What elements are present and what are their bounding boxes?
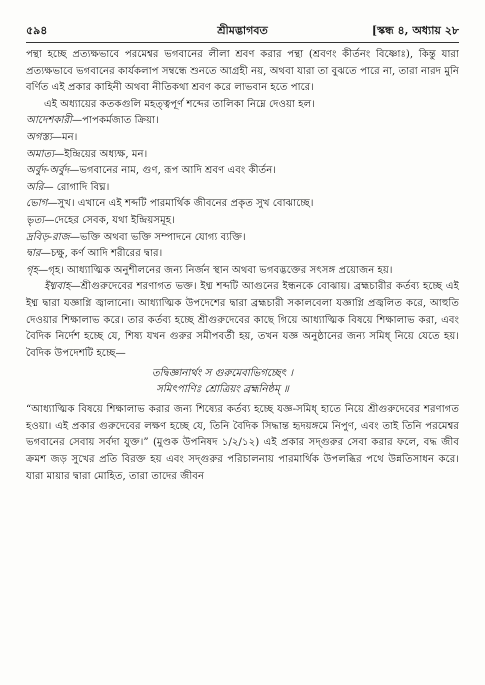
glossary-term: ইধ্মবাহ [44, 281, 71, 293]
book-title: শ্রীমদ্ভাগবত [217, 24, 268, 37]
glossary-entry [26, 130, 459, 147]
glossary-entry [26, 263, 459, 280]
glossary-term: দ্রবিড়-রাজ [26, 231, 70, 243]
page-header [26, 22, 459, 40]
glossary-term: দ্বার [26, 248, 41, 260]
paragraph [26, 279, 459, 362]
glossary-definition: —দেহের সেবক, যথা ইন্দ্রিয়সমূহ। [44, 214, 175, 226]
paragraph-text: —শ্রীগুরুদেবের শরণাগত ভক্ত। ইধ্ম শব্দটি আগুনের ইন্ধনকে বোঝায়। ব্রহ্মচারীর কর্তব্য হচ্ছে এই ইধ্ম দ্বারা যজ্ঞাগ্নি জ্বালানো। আধ্যাত্মিক উপদেশের দ্বারা ব্রহ্মচারী সকালবেলা যজ্ঞাগ্নি প্রজ্বলিত করে, আহুতি দেওয়ার শিক্ষালাভ করে। তার কর্তব্য হচ্ছে শ্রীগুরুদেবের কাছে গিয়ে আধ্যাত্মিক বিষয়ে শিক্ষালাভ করা, এবং বৈদিক নির্দেশ হচ্ছে যে, শিষ্য যখন গুরুর সমীপবর্তী হয়, তখন যজ্ঞ অনুষ্ঠানের জন্য সমিধ্ নিয়ে যেতে হয়। বৈদিক উপদেশটি হচ্ছে— [26, 281, 459, 359]
sanskrit-verse [26, 366, 459, 398]
page-body [26, 47, 459, 485]
glossary-definition: —ইন্দ্রিয়ের অধ্যক্ষ, মন। [54, 148, 148, 160]
verse-line: সমিৎপাণিঃ শ্রোত্রিয়ং ব্রহ্মনিষ্ঠম্ ॥ [156, 384, 289, 396]
glossary-definition: — রোগাদি বিঘ্ন। [43, 181, 110, 193]
glossary-entry [26, 246, 459, 263]
paragraph: পন্থা হচ্ছে প্রত্যক্ষভাবে পরমেশ্বর ভগবানের লীলা শ্রবণ করার পন্থা (শ্রবণং কীর্তনং বিষ্ণোঃ), কিন্তু যারা প্রত্যক্ষভাবে ভগবানের কার্যকলাপ সম্বন্ধে শুনতে আগ্রহী নয়, অথবা যারা তা বুঝতে পারে না, তারা নারদ মুনি বর্ণিত এই প্রকার কাহিনী অথবা নীতিকথা শ্রবণ করে লাভবান হতে পারে। [26, 49, 459, 94]
glossary-definition: —সুখ। এখানে এই শব্দটি পারমার্থিক জীবনের প্রকৃত সুখ বোঝাচ্ছে। [47, 198, 314, 210]
glossary-definition: —গৃহ। আধ্যাত্মিক অনুশীলনের জন্য নির্জন স্থান অথবা ভগবদ্ভক্তের সৎসঙ্গ প্রয়োজন হয়। [38, 264, 393, 276]
glossary-term: ভোগ [26, 198, 48, 210]
glossary-list [26, 113, 459, 279]
paragraph: “আধ্যাত্মিক বিষয়ে শিক্ষালাভ করার জন্য শিষ্যের কর্তব্য হচ্ছে যজ্ঞ-সমিধ্ হাতে নিয়ে শ্রীগুরুদেবের শরণাগত হওয়া। এই প্রকার গুরুদেবের লক্ষণ হচ্ছে যে, তিনি বৈদিক সিদ্ধান্ত হৃদয়ঙ্গমে নিপুণ, এবং তাই তিনি পরমেশ্বর ভগবানের সেবায় সর্বদা যুক্ত।” (মুণ্ডক উপনিষদ ১/২/১২) এই প্রকার সদ্গুরুর সেবা করার ফলে, বদ্ধ জীব ক্রমশ জড় সুখের প্রতি বিরক্ত হয় এবং সদ্গুরুর পরিচালনায় পারমার্থিক উপলব্ধির পথে উন্নতিসাধন করে। যারা মায়ার দ্বারা মোহিত, তারা তাদের জীবন [26, 404, 459, 482]
glossary-term: অর্বুদ-অর্বুদ [26, 165, 70, 177]
glossary-entry [26, 147, 459, 164]
glossary-term: আদেশকারী [26, 115, 72, 127]
header-rule [26, 42, 459, 43]
glossary-term: অগস্ত্য [26, 131, 52, 143]
glossary-term: গৃহ [26, 264, 39, 276]
verse-line: তদ্বিজ্ঞানার্থং স গুরুমেবাভিগচ্ছেৎ । [151, 368, 293, 380]
glossary-definition: —পাপকর্মজাত ক্রিয়া। [71, 115, 159, 127]
section-reference: [স্কন্ধ ৪, অধ্যায় ২৮ [371, 24, 459, 37]
glossary-term: অরি [26, 181, 44, 193]
glossary-entry [26, 113, 459, 130]
glossary-entry [26, 196, 459, 213]
glossary-entry [26, 180, 459, 197]
glossary-term: ভৃত্য [26, 214, 45, 226]
glossary-definition: —ভগবানের নাম, গুণ, রূপ আদি শ্রবণ এবং কীর্তন। [69, 165, 276, 177]
glossary-definition: —মন। [51, 131, 78, 143]
glossary-definition: —চক্ষু, কর্ণ আদি শরীরের দ্বার। [40, 248, 163, 260]
glossary-entry [26, 163, 459, 180]
glossary-entry [26, 213, 459, 230]
page-number: ৫৯৪ [26, 24, 48, 37]
glossary-entry [26, 230, 459, 247]
glossary-term: অমাত্য [26, 148, 55, 160]
glossary-definition: —ভক্তি অথবা ভক্তি সম্পাদনে যোগ্য ব্যক্তি। [69, 231, 246, 243]
paragraph: এই অধ্যায়ের কতকগুলি মহত্ত্বপূর্ণ শব্দের তালিকা নিম্নে দেওয়া হল। [44, 98, 315, 110]
